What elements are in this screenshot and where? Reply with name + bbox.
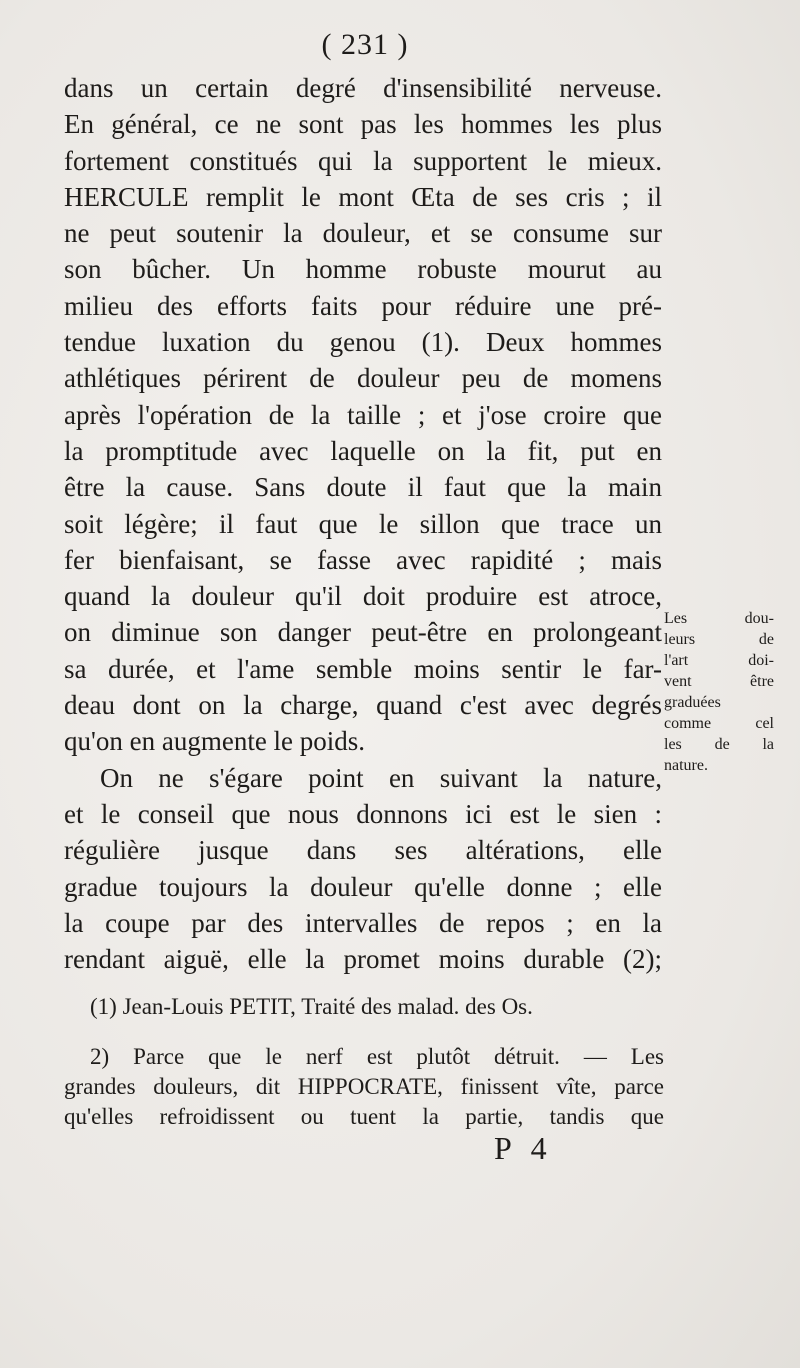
footnote-2-line: grandes douleurs, dit HIPPOCRATE, finissent vîte, parce <box>64 1074 664 1099</box>
margin-note-line: nature. <box>664 757 708 774</box>
body-line: qu'on en augmente le poids. <box>64 726 366 757</box>
body-line: la promptitude avec laquelle on la fit, put en <box>64 435 662 466</box>
margin-note-line: comme cel <box>664 715 774 732</box>
body-line: En général, ce ne sont pas les hommes les plus <box>64 109 662 140</box>
body-line: on diminue son danger peut-être en prolongeant <box>64 617 662 648</box>
body-line: gradue toujours la douleur qu'elle donne ; elle <box>64 871 662 902</box>
margin-note-line: Les dou- <box>664 610 774 627</box>
body-line: tendue luxation du genou (1). Deux hommes <box>64 327 662 358</box>
footnote-1: (1) Jean-Louis PETIT, Traité des malad. des Os. <box>90 994 533 1019</box>
body-line: son bûcher. Un homme robuste mourut au <box>64 254 662 285</box>
body-line: HERCULE remplit le mont Œta de ses cris ; il <box>64 181 662 212</box>
body-line: rendant aiguë, elle la promet moins durable (2); <box>64 944 662 975</box>
body-line: régulière jusque dans ses altérations, elle <box>64 835 662 866</box>
margin-note-line: les de la <box>664 736 774 753</box>
body-line: la coupe par des intervalles de repos ; en la <box>64 907 662 938</box>
footnotes <box>64 992 664 1132</box>
body-line: et le conseil que nous donnons ici est le sien : <box>64 798 662 829</box>
body-line: fortement constitués qui la supportent le mieux. <box>64 145 662 176</box>
body-line: fer bienfaisant, se fasse avec rapidité ; mais <box>64 544 662 575</box>
body-line: être la cause. Sans doute il faut que la main <box>64 472 662 503</box>
body-line: milieu des efforts faits pour réduire une pré- <box>64 290 662 321</box>
body-line: quand la douleur qu'il doit produire est atroce, <box>64 581 662 612</box>
body-line: soit légère; il faut que le sillon que trace un <box>64 508 662 539</box>
body-line: athlétiques périrent de douleur peu de momens <box>64 363 662 394</box>
page-number: ( 231 ) <box>321 28 409 61</box>
footnote-2-line: qu'elles refroidissent ou tuent la partie, tandis que <box>64 1104 664 1129</box>
body-line: dans un certain degré d'insensibilité nerveuse. <box>64 73 662 103</box>
body-line: sa durée, et l'ame semble moins sentir le far- <box>64 653 662 684</box>
margin-note-line: leurs de <box>664 631 774 648</box>
footnote-2-line: 2) Parce que le nerf est plutôt détruit. — Les <box>90 1044 664 1069</box>
margin-note-line: vent être <box>664 673 774 690</box>
body-line: après l'opération de la taille ; et j'ose croire que <box>64 399 662 430</box>
margin-note-line: graduées <box>664 694 721 711</box>
margin-note-line: l'art doi- <box>664 652 774 669</box>
body-line: deau dont on la charge, quand c'est avec degrés <box>64 690 662 721</box>
margin-note <box>664 608 774 776</box>
body-line: ne peut soutenir la douleur, et se consume sur <box>64 218 662 249</box>
body-line: On ne s'égare point en suivant la nature, <box>100 762 662 793</box>
body-text <box>64 70 662 977</box>
signature-mark: P 4 <box>494 1130 553 1166</box>
